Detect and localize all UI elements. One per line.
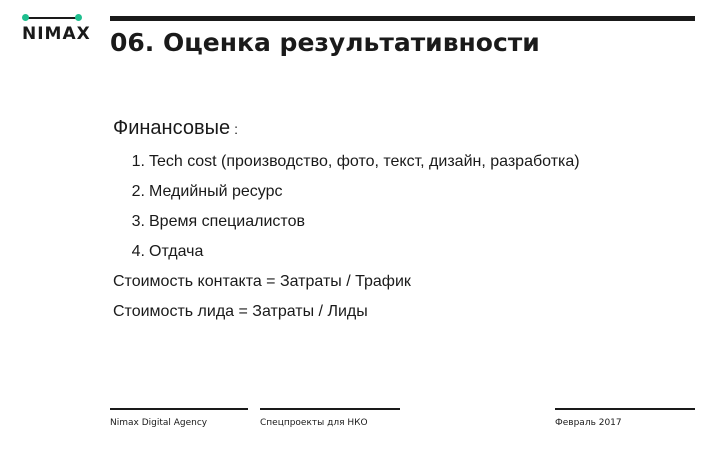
list-item-text: Время специалистов [149,213,305,230]
list-item-number: 3. [131,213,145,230]
footer-date [555,408,695,428]
logo-text: NIMAX [22,24,91,44]
list-item-text: Медийный ресурс [149,183,283,200]
section-heading-text: Финансовые [113,117,231,139]
list-item [113,177,703,207]
footer-date-text: Февраль 2017 [555,418,622,428]
cost-list [113,147,703,267]
footer-project [260,408,400,428]
footer-project-text: Спецпроекты для НКО [260,418,368,428]
list-item-text: Отдача [149,243,204,260]
contact-cost-formula: Стоимость контакта = Затраты / Трафик [113,273,411,290]
slide-content [113,114,703,327]
lead-cost-formula: Стоимость лида = Затраты / Лиды [113,303,368,320]
list-item [113,207,703,237]
footer-agency-text: Nimax Digital Agency [110,418,208,428]
logo-dot-icon [75,14,82,21]
section-heading-colon: : [234,121,238,137]
section-heading [113,114,703,143]
footer-rule [110,408,248,410]
list-item-text: Tech cost (производство, фото, текст, дизайн, разработка) [149,153,580,170]
list-item [113,147,703,177]
list-item-number: 1. [131,153,145,170]
footer-rule [555,408,695,410]
title-rule [110,16,695,21]
footer-rule [260,408,400,410]
list-item-number: 2. [131,183,145,200]
nimax-logo [22,14,91,44]
logo-line [24,17,79,19]
footer-agency [110,408,248,428]
list-item-number: 4. [131,243,145,260]
list-item [113,237,703,267]
logo-dot-icon [22,14,29,21]
slide-title: 06. Оценка результативности [110,28,540,57]
